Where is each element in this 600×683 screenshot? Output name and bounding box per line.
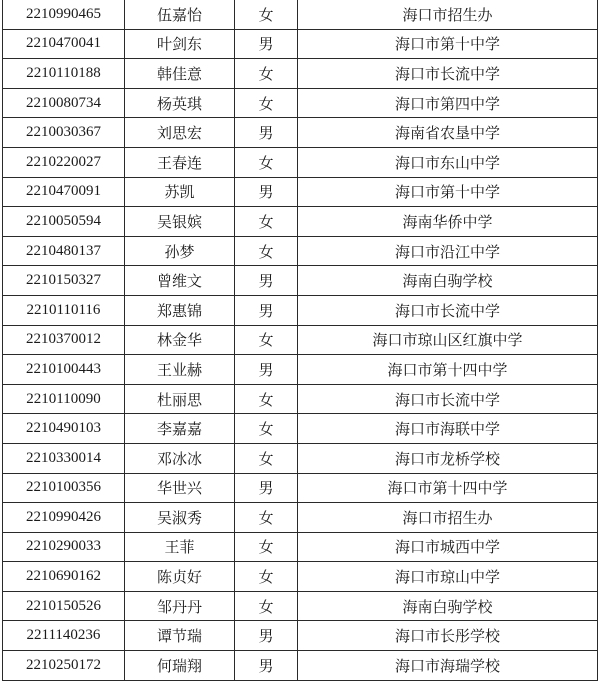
student-id-cell: 2210100443 <box>3 355 125 385</box>
table-row <box>3 59 598 89</box>
student-name-cell: 邓冰冰 <box>125 443 235 473</box>
student-id-cell: 2210990465 <box>3 0 125 29</box>
student-id-cell: 2211140236 <box>3 621 125 651</box>
table-row <box>3 414 598 444</box>
student-name-cell: 杨英琪 <box>125 88 235 118</box>
student-school-cell: 海口市第十四中学 <box>298 473 598 503</box>
student-school-cell: 海口市沿江中学 <box>298 236 598 266</box>
table-row <box>3 236 598 266</box>
student-school-cell: 海口市龙桥学校 <box>298 443 598 473</box>
student-gender-cell: 女 <box>235 59 298 89</box>
student-id-cell: 2210220027 <box>3 147 125 177</box>
table-row <box>3 473 598 503</box>
student-school-cell: 海口市招生办 <box>298 503 598 533</box>
student-name-cell: 孙梦 <box>125 236 235 266</box>
student-name-cell: 郑惠锦 <box>125 295 235 325</box>
student-school-cell: 海口市第四中学 <box>298 88 598 118</box>
student-id-cell: 2210050594 <box>3 207 125 237</box>
table-row <box>3 562 598 592</box>
table-row <box>3 88 598 118</box>
student-name-cell: 王业赫 <box>125 355 235 385</box>
student-id-cell: 2210290033 <box>3 532 125 562</box>
table-row <box>3 118 598 148</box>
table-row <box>3 384 598 414</box>
student-gender-cell: 女 <box>235 0 298 29</box>
student-school-cell: 海口市长彤学校 <box>298 621 598 651</box>
student-name-cell: 谭节瑞 <box>125 621 235 651</box>
student-name-cell: 王菲 <box>125 532 235 562</box>
table-row <box>3 325 598 355</box>
student-school-cell: 海口市城西中学 <box>298 532 598 562</box>
student-gender-cell: 女 <box>235 532 298 562</box>
student-gender-cell: 男 <box>235 266 298 296</box>
student-gender-cell: 男 <box>235 621 298 651</box>
student-name-cell: 李嘉嘉 <box>125 414 235 444</box>
student-gender-cell: 男 <box>235 355 298 385</box>
student-id-cell: 2210110090 <box>3 384 125 414</box>
student-gender-cell: 女 <box>235 384 298 414</box>
student-name-cell: 吴银嫔 <box>125 207 235 237</box>
student-name-cell: 华世兴 <box>125 473 235 503</box>
table-row <box>3 295 598 325</box>
table-row <box>3 177 598 207</box>
student-name-cell: 伍嘉怡 <box>125 0 235 29</box>
student-id-cell: 2210370012 <box>3 325 125 355</box>
student-name-cell: 陈贞好 <box>125 562 235 592</box>
student-school-cell: 海口市第十中学 <box>298 29 598 59</box>
student-id-cell: 2210470041 <box>3 29 125 59</box>
student-gender-cell: 女 <box>235 503 298 533</box>
student-school-cell: 海口市海联中学 <box>298 414 598 444</box>
student-id-cell: 2210470091 <box>3 177 125 207</box>
student-school-cell: 海南白驹学校 <box>298 266 598 296</box>
student-name-cell: 何瑞翔 <box>125 651 235 681</box>
student-id-cell: 2210030367 <box>3 118 125 148</box>
table-row <box>3 207 598 237</box>
table-row <box>3 651 598 681</box>
table-row <box>3 266 598 296</box>
student-name-cell: 王春连 <box>125 147 235 177</box>
student-school-cell: 海南白驹学校 <box>298 591 598 621</box>
student-school-cell: 海口市海瑞学校 <box>298 651 598 681</box>
student-school-cell: 海口市第十四中学 <box>298 355 598 385</box>
student-gender-cell: 男 <box>235 177 298 207</box>
student-name-cell: 刘思宏 <box>125 118 235 148</box>
student-school-cell: 海口市琼山中学 <box>298 562 598 592</box>
student-gender-cell: 女 <box>235 88 298 118</box>
student-school-cell: 海南省农垦中学 <box>298 118 598 148</box>
student-name-cell: 叶剑东 <box>125 29 235 59</box>
student-id-cell: 2210150327 <box>3 266 125 296</box>
student-school-cell: 海口市琼山区红旗中学 <box>298 325 598 355</box>
student-gender-cell: 女 <box>235 325 298 355</box>
table-row <box>3 621 598 651</box>
student-school-cell: 海口市第十中学 <box>298 177 598 207</box>
student-school-cell: 海南华侨中学 <box>298 207 598 237</box>
student-name-cell: 苏凯 <box>125 177 235 207</box>
student-name-cell: 韩佳意 <box>125 59 235 89</box>
student-id-cell: 2210990426 <box>3 503 125 533</box>
table-row <box>3 591 598 621</box>
student-id-cell: 2210330014 <box>3 443 125 473</box>
student-gender-cell: 女 <box>235 236 298 266</box>
student-id-cell: 2210150526 <box>3 591 125 621</box>
student-id-cell: 2210100356 <box>3 473 125 503</box>
student-gender-cell: 女 <box>235 443 298 473</box>
table-row <box>3 0 598 29</box>
student-gender-cell: 男 <box>235 295 298 325</box>
student-gender-cell: 女 <box>235 591 298 621</box>
student-school-cell: 海口市长流中学 <box>298 59 598 89</box>
table-row <box>3 355 598 385</box>
student-id-cell: 2210690162 <box>3 562 125 592</box>
roster-body <box>3 0 598 680</box>
student-name-cell: 杜丽思 <box>125 384 235 414</box>
student-gender-cell: 女 <box>235 562 298 592</box>
student-id-cell: 2210110188 <box>3 59 125 89</box>
student-id-cell: 2210480137 <box>3 236 125 266</box>
student-name-cell: 吴淑秀 <box>125 503 235 533</box>
table-row <box>3 29 598 59</box>
table-row <box>3 443 598 473</box>
student-roster-table <box>2 0 598 681</box>
student-school-cell: 海口市招生办 <box>298 0 598 29</box>
student-school-cell: 海口市长流中学 <box>298 384 598 414</box>
student-id-cell: 2210080734 <box>3 88 125 118</box>
student-gender-cell: 男 <box>235 651 298 681</box>
student-name-cell: 邹丹丹 <box>125 591 235 621</box>
student-gender-cell: 女 <box>235 147 298 177</box>
student-gender-cell: 男 <box>235 118 298 148</box>
student-id-cell: 2210490103 <box>3 414 125 444</box>
student-gender-cell: 男 <box>235 473 298 503</box>
student-name-cell: 曾维文 <box>125 266 235 296</box>
table-row <box>3 147 598 177</box>
student-id-cell: 2210250172 <box>3 651 125 681</box>
student-id-cell: 2210110116 <box>3 295 125 325</box>
student-gender-cell: 男 <box>235 29 298 59</box>
student-school-cell: 海口市长流中学 <box>298 295 598 325</box>
student-gender-cell: 女 <box>235 207 298 237</box>
student-name-cell: 林金华 <box>125 325 235 355</box>
student-school-cell: 海口市东山中学 <box>298 147 598 177</box>
table-row <box>3 503 598 533</box>
table-row <box>3 532 598 562</box>
student-gender-cell: 女 <box>235 414 298 444</box>
